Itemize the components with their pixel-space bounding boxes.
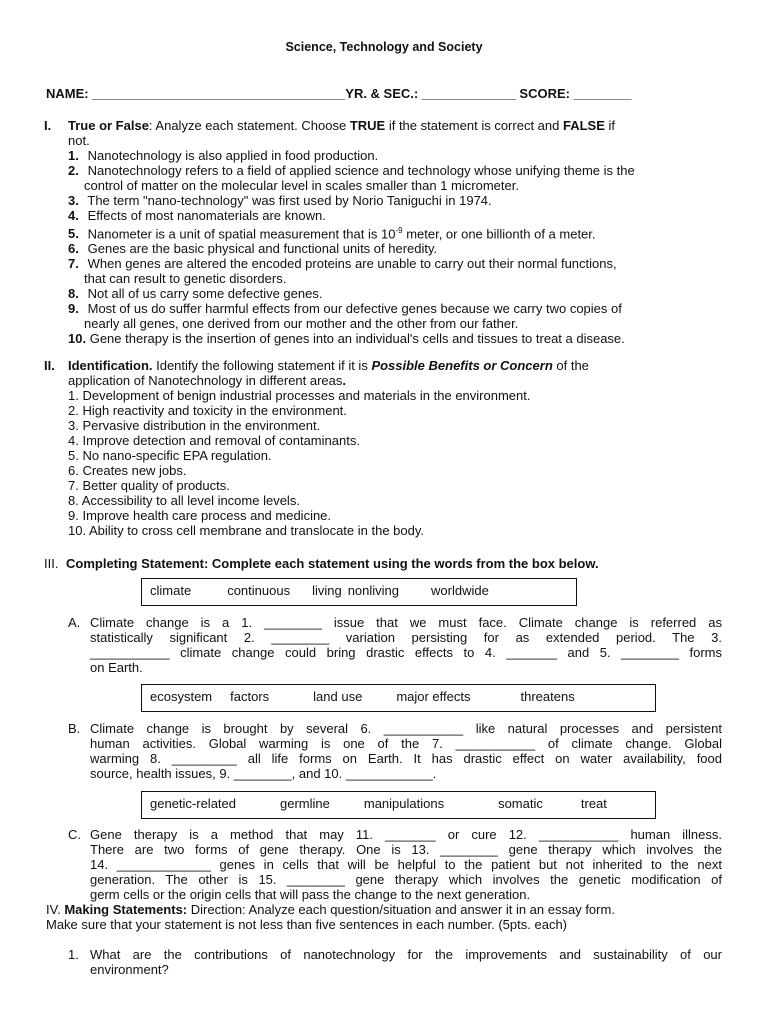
paragraph-a-body: [90, 615, 722, 675]
tf-item: [44, 163, 724, 178]
paragraph-c-body: [90, 827, 722, 902]
paragraph-c: [68, 827, 722, 902]
page-title: Science, Technology and Society: [285, 40, 483, 54]
paragraph-line: germ cells or the origin cells that will pass the change to the next generation.: [90, 887, 531, 902]
tf-item-text: Most of us do suffer harmful effects from our defective genes because we carry two copies of: [87, 301, 622, 317]
tf-item: [44, 148, 724, 163]
tf-item-number: 8.: [68, 286, 79, 302]
tf-item: [44, 301, 724, 316]
tf-item-text: Nanometer is a unit of spatial measurement that is 10: [87, 226, 396, 242]
identification-item: 2. High reactivity and toxicity in the environment.: [68, 403, 347, 418]
paragraph-line: 14. _____________ genes in cells that will be helpful to the patient but not inherited to the next: [90, 857, 722, 872]
section1-instruction: : Analyze each statement. Choose: [148, 118, 350, 133]
paragraph-b-body: [90, 721, 722, 781]
question-1-line-2: environment?: [90, 962, 169, 977]
word-box-c: [141, 791, 656, 819]
section1-instruction-c: if: [604, 118, 615, 133]
identification-item: 9. Improve health care process and medicine.: [68, 508, 332, 523]
word-choice: worldwide: [431, 583, 489, 598]
section2-roman: II.: [44, 358, 55, 373]
identification-item: 10. Ability to cross cell membrane and translocate in the body.: [68, 523, 425, 538]
word-choice: germline: [280, 796, 330, 811]
section2-instruction-c: application of Nanotechnology in different areas: [68, 373, 343, 388]
tf-item-number: 7.: [68, 256, 79, 272]
possible-benefits-or-concern: Possible Benefits or Concern: [371, 358, 553, 373]
tf-item-continuation: control of matter on the molecular level in scales smaller than 1 micrometer.: [84, 178, 519, 193]
identification-item: 6. Creates new jobs.: [68, 463, 187, 478]
paragraph-b: [68, 721, 722, 781]
section-making-statements: [46, 902, 726, 932]
paragraph-line: source, health issues, 9. ________, and 10. ____________.: [90, 766, 437, 781]
word-choice: continuous: [227, 583, 291, 598]
paragraph-b-label: B.: [68, 721, 81, 736]
exponent: -9: [395, 226, 403, 235]
paragraph-line: statistically significant 2. ________ variation persisting for as extended period. The 3.: [90, 630, 722, 645]
word-box-b: [141, 684, 656, 712]
name-section-score-line: NAME: ___________________________________YR. & SEC.: _____________ SCORE: ________: [46, 86, 632, 101]
paragraph-line: Gene therapy is a method that may 11. _______ or cure 12. ___________ human illness.: [90, 827, 722, 842]
tf-item-number: 4.: [68, 208, 79, 223]
tf-item-text: Genes are the basic physical and functional units of heredity.: [87, 241, 438, 257]
identification-item: 1. Development of benign industrial processes and materials in the environment.: [68, 388, 531, 403]
tf-item-number: 1.: [68, 148, 79, 163]
tf-item: [44, 193, 724, 208]
tf-item-number: 3.: [68, 193, 79, 208]
word-choice: genetic-related: [150, 796, 236, 811]
paragraph-line: Climate change is brought by several 6. ___________ like natural processes and persistent: [90, 721, 722, 736]
tf-item-text: The term "nano-technology" was first used by Norio Taniguchi in 1974.: [87, 193, 492, 208]
false-word: FALSE: [562, 118, 605, 133]
section1-heading: True or False: [68, 118, 149, 133]
identification-list: [44, 388, 724, 538]
section3-heading: Completing Statement: Complete each statement using the words from the box below.: [66, 556, 599, 571]
section2-instruction-b: of the: [552, 358, 589, 373]
identification-item: 5. No nano-specific EPA regulation.: [68, 448, 272, 463]
word-choice: factors: [230, 689, 270, 704]
section-true-false: [44, 118, 724, 346]
tf-item-continuation: that can result to genetic disorders.: [84, 271, 287, 287]
word-choice: threatens: [520, 689, 575, 704]
section2-heading: Identification.: [68, 358, 153, 373]
word-choice: nonliving: [347, 583, 400, 598]
tf-item-continuation: nearly all genes, one derived from our mother and the other from our father.: [84, 316, 519, 332]
tf-item: [44, 223, 724, 241]
word-choice: climate: [150, 583, 192, 598]
section2-instruction: Identify the following statement if it is: [152, 358, 372, 373]
identification-item: 4. Improve detection and removal of contaminants.: [68, 433, 360, 448]
tf-item-text-b: meter, or one billionth of a meter.: [402, 226, 596, 242]
section4-instruction-b: Make sure that your statement is not less than five sentences in each number. (5pts. each): [46, 917, 567, 932]
tf-item: [44, 208, 724, 223]
paragraph-line: warming 8. _________ all life forms on Earth. It has drastic effect on water availability, food: [90, 751, 722, 766]
question-1: [68, 947, 722, 977]
section2-instruction-dot: .: [342, 373, 347, 388]
tf-item-text: Effects of most nanomaterials are known.: [87, 208, 326, 223]
word-choice: major effects: [396, 689, 471, 704]
word-choice: somatic: [498, 796, 543, 811]
tf-item: [44, 241, 724, 256]
section4-instruction: Direction: Analyze each question/situation and answer it in an essay form.: [187, 902, 615, 917]
section4-roman: IV.: [46, 902, 61, 917]
section3-roman: III.: [44, 556, 59, 571]
section-completing-statement: [44, 556, 724, 571]
tf-item: [44, 256, 724, 271]
section1-roman: I.: [44, 118, 52, 133]
paragraph-line: Climate change is a 1. ________ issue that we must face. Climate change is referred as: [90, 615, 722, 630]
paragraph-line: human activities. Global warming is one of the 7. ___________ of climate change. Global: [90, 736, 722, 751]
section4-heading: Making Statements:: [64, 902, 188, 917]
paragraph-line: generation. The other is 15. ________ gene therapy which involves the genetic modification of: [90, 872, 722, 887]
section-identification: [44, 358, 724, 538]
paragraph-a-label: A.: [68, 615, 81, 630]
tf-item-text: Not all of us carry some defective genes.: [87, 286, 323, 302]
tf-item-text: Gene therapy is the insertion of genes into an individual's cells and tissues to treat a disease.: [89, 331, 625, 347]
word-choice: living: [312, 583, 342, 598]
word-choice: land use: [313, 689, 363, 704]
identification-item: 8. Accessibility to all level income levels.: [68, 493, 300, 508]
paragraph-c-label: C.: [68, 827, 81, 842]
true-word: TRUE: [349, 118, 386, 133]
tf-item-number: 2.: [68, 163, 79, 178]
paragraph-line: on Earth.: [90, 660, 143, 675]
paragraph-a: [68, 615, 722, 675]
tf-item-number: 5.: [68, 226, 79, 242]
word-choice: manipulations: [363, 796, 445, 811]
word-choice: ecosystem: [150, 689, 213, 704]
question-1-line-1: What are the contributions of nanotechnology for the improvements and sustainability of our: [90, 947, 722, 962]
question-1-number: 1.: [68, 947, 79, 962]
tf-item: [44, 286, 724, 301]
true-false-list: [44, 148, 724, 346]
section1-instruction-d: not.: [68, 133, 90, 148]
paragraph-line: ___________ climate change could bring drastic effects to 4. _______ and 5. ________ forms: [90, 645, 722, 660]
identification-item: 7. Better quality of products.: [68, 478, 230, 493]
tf-item-number: 6.: [68, 241, 79, 257]
tf-item-text: Nanotechnology refers to a field of applied science and technology whose unifying theme is the: [87, 163, 635, 178]
paragraph-line: There are two forms of gene therapy. One is 13. ________ gene therapy which involves the: [90, 842, 722, 857]
identification-item: 3. Pervasive distribution in the environment.: [68, 418, 321, 433]
word-choice: treat: [580, 796, 607, 811]
tf-item-number: 10.: [68, 331, 87, 347]
tf-item-text: When genes are altered the encoded proteins are unable to carry out their normal functions,: [87, 256, 617, 272]
tf-item: [44, 331, 724, 346]
section1-instruction-b: if the statement is correct and: [385, 118, 563, 133]
tf-item-text: Nanotechnology is also applied in food production.: [87, 148, 379, 163]
word-box-a: [141, 578, 577, 606]
tf-item-number: 9.: [68, 301, 79, 317]
